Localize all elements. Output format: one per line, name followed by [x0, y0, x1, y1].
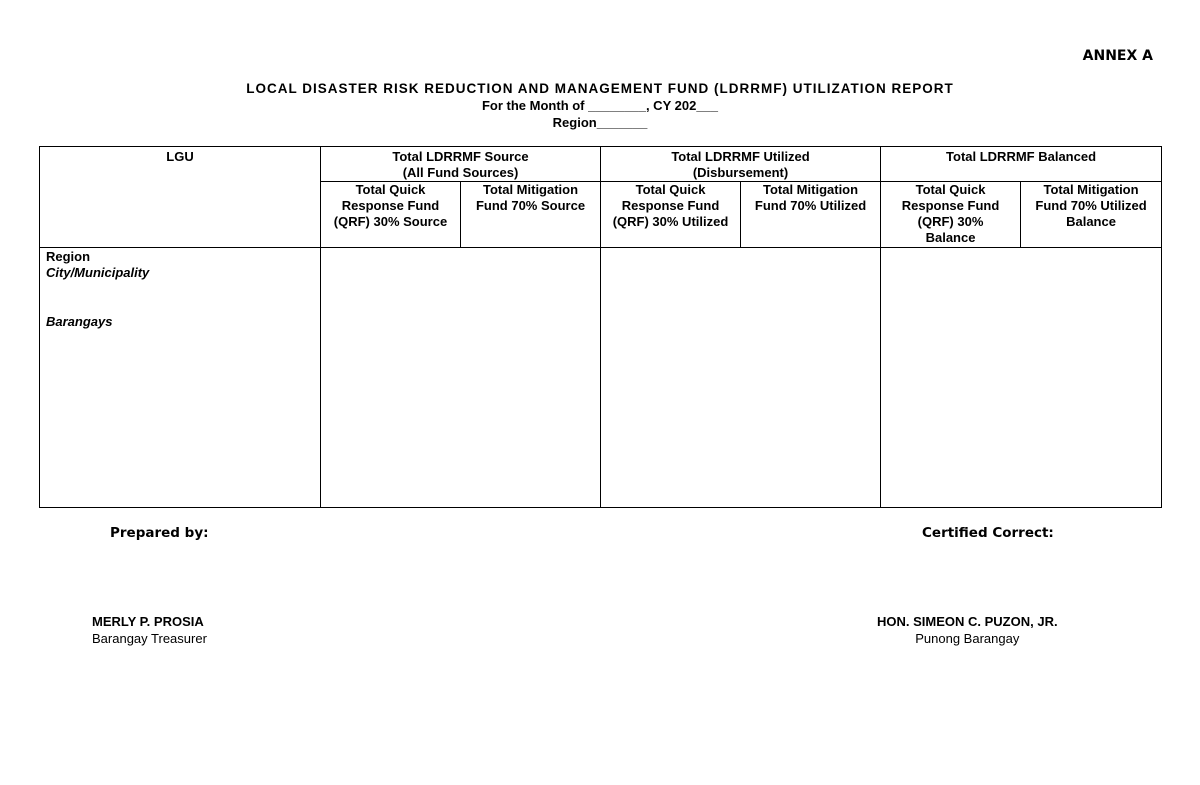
month-line: For the Month of ________, CY 202___ [481, 98, 719, 113]
qrf-source-header: Total Quick Response Fund (QRF) 30% Source [321, 182, 461, 248]
table-header-row-1 [40, 147, 1162, 182]
certified-name: HON. SIMEON C. PUZON, JR. [877, 614, 1058, 629]
qrf-utilized-header: Total Quick Response Fund (QRF) 30% Utilized [601, 182, 741, 248]
report-header [0, 80, 1200, 131]
mitigation-source-header: Total Mitigation Fund 70% Source [461, 182, 601, 248]
certified-label-block [922, 524, 1054, 542]
prepared-by-name: MERLY P. PROSIA [92, 614, 204, 629]
prepared-by-title: Barangay Treasurer [92, 631, 207, 646]
row-label-barangays: Barangays [46, 314, 113, 329]
row-label-city: City/Municipality [46, 265, 150, 280]
row-label-region: Region [46, 249, 91, 264]
balanced-body-cell [881, 248, 1162, 508]
source-header-text: Total LDRRMF Source [392, 149, 529, 164]
prepared-by-label: Prepared by: [110, 525, 209, 541]
prepared-by-label-block [110, 524, 209, 542]
certified-title: Punong Barangay [915, 631, 1020, 646]
source-subheader-text: (All Fund Sources) [402, 165, 519, 180]
mitigation-utilized-header: Total Mitigation Fund 70% Utilized [741, 182, 881, 248]
utilized-header-text: Total LDRRMF Utilized [671, 149, 810, 164]
annex-label: ANNEX A [1082, 48, 1153, 64]
table-body-row [40, 248, 1162, 508]
certified-correct-label: Certified Correct: [922, 525, 1054, 541]
utilization-table [39, 146, 1162, 508]
prepared-by-signer [92, 613, 207, 647]
lgu-body-cell [40, 248, 321, 508]
certified-signer [877, 613, 1058, 647]
source-group-header [321, 147, 601, 182]
qrf-balance-header: Total Quick Response Fund (QRF) 30% Balance [881, 182, 1021, 248]
utilized-group-header [601, 147, 881, 182]
lgu-column-header: LGU [40, 147, 321, 248]
balanced-group-header [881, 147, 1162, 182]
mitigation-balance-header: Total Mitigation Fund 70% Utilized Balance [1021, 182, 1162, 248]
utilized-subheader-text: (Disbursement) [692, 165, 789, 180]
report-title: LOCAL DISASTER RISK REDUCTION AND MANAGEMENT FUND (LDRRMF) UTILIZATION REPORT [246, 81, 954, 96]
balanced-header-text: Total LDRRMF Balanced [946, 149, 1097, 164]
utilized-body-cell [601, 248, 881, 508]
region-line: Region_______ [552, 115, 648, 130]
source-body-cell [321, 248, 601, 508]
